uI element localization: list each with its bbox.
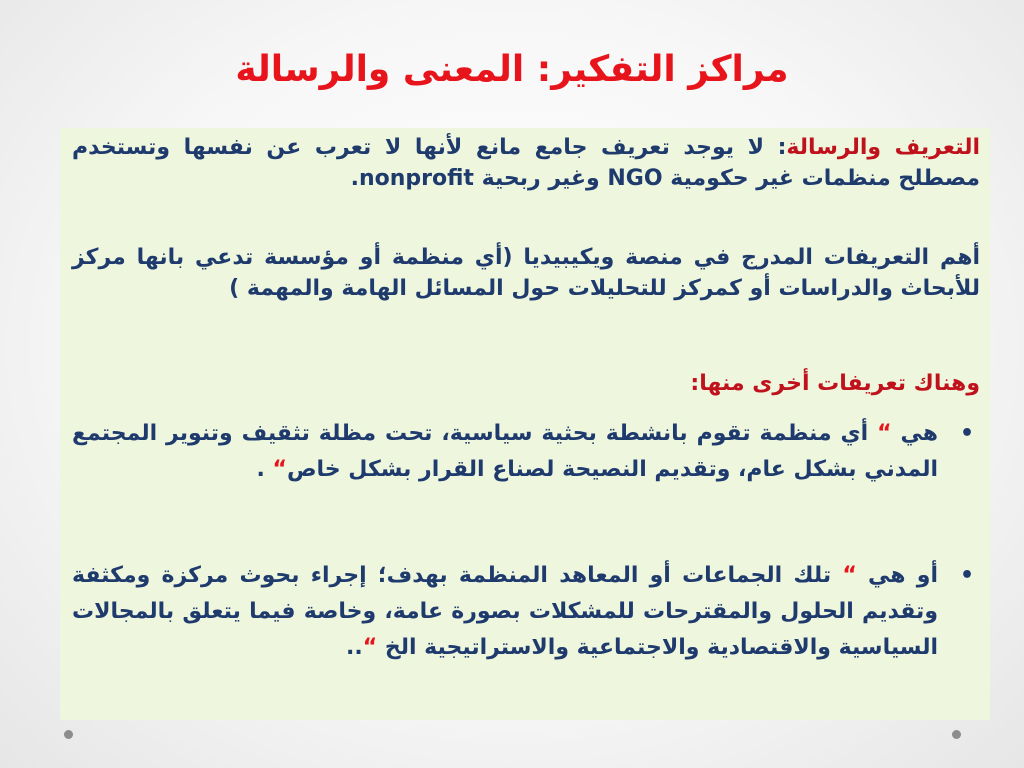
slide-title: مراكز التفكير: المعنى والرسالة [235,49,789,90]
item2-open-quote: “ [842,563,857,588]
bullet-icon: • [959,563,974,588]
content-panel [60,128,990,720]
item1-suffix: . [256,457,273,482]
definition-text-a: : لا يوجد تعريف جامع مانع لأنها لا تعرب عن نفسها وتستخدم مصطلح منظمات غير حكومية [72,135,980,191]
item1-open-quote: “ [877,421,892,446]
definitions-list [72,416,980,708]
item1-close-quote: “ [272,457,287,482]
definition-item-2 [72,558,980,708]
item1-text: أي منظمة تقوم بانشطة بحثية سياسية، تحت مظلة تثقيف وتنوير المجتمع المدني بشكل عام، وتقديم النصيحة لصناع القرار بشكل خاص [72,421,938,482]
ngo-term: NGO [607,166,663,191]
item1-prefix: هي [891,421,939,446]
item2-prefix: أو هي [856,563,939,588]
definition-lead: التعريف والرسالة [786,135,981,160]
decorative-dot-left [64,730,73,739]
item2-close-quote: “ [362,635,378,660]
item2-suffix: .. [346,635,363,660]
nonprofit-term: nonprofit [358,166,474,191]
bullet-icon: • [959,421,974,446]
definition-end: . [350,166,359,191]
definition-text-b: وغير ربحية [473,166,608,191]
other-definitions-heading: وهناك تعريفات أخرى منها: [690,371,980,396]
item2-text: تلك الجماعات أو المعاهد المنظمة بهدف؛ إجراء بحوث مركزة ومكثفة وتقديم الحلول والمقترحات للمشكلات بصورة عامة، وخاصة فيما يتعلق بالمجالات السياسية والاقتصادية والاجتماعية والاستراتيجية الخ [72,563,938,660]
decorative-dot-right [952,730,961,739]
wikipedia-definition-paragraph: أهم التعريفات المدرج في منصة ويكيبيديا (أي منظمة أو مؤسسة تدعي بانها مركز للأبحاث والدراسات أو كمركز للتحليلات حول المسائل الهامة والمهمة ) [72,245,980,301]
definition-paragraph [72,132,980,230]
definition-item-1 [72,416,980,546]
